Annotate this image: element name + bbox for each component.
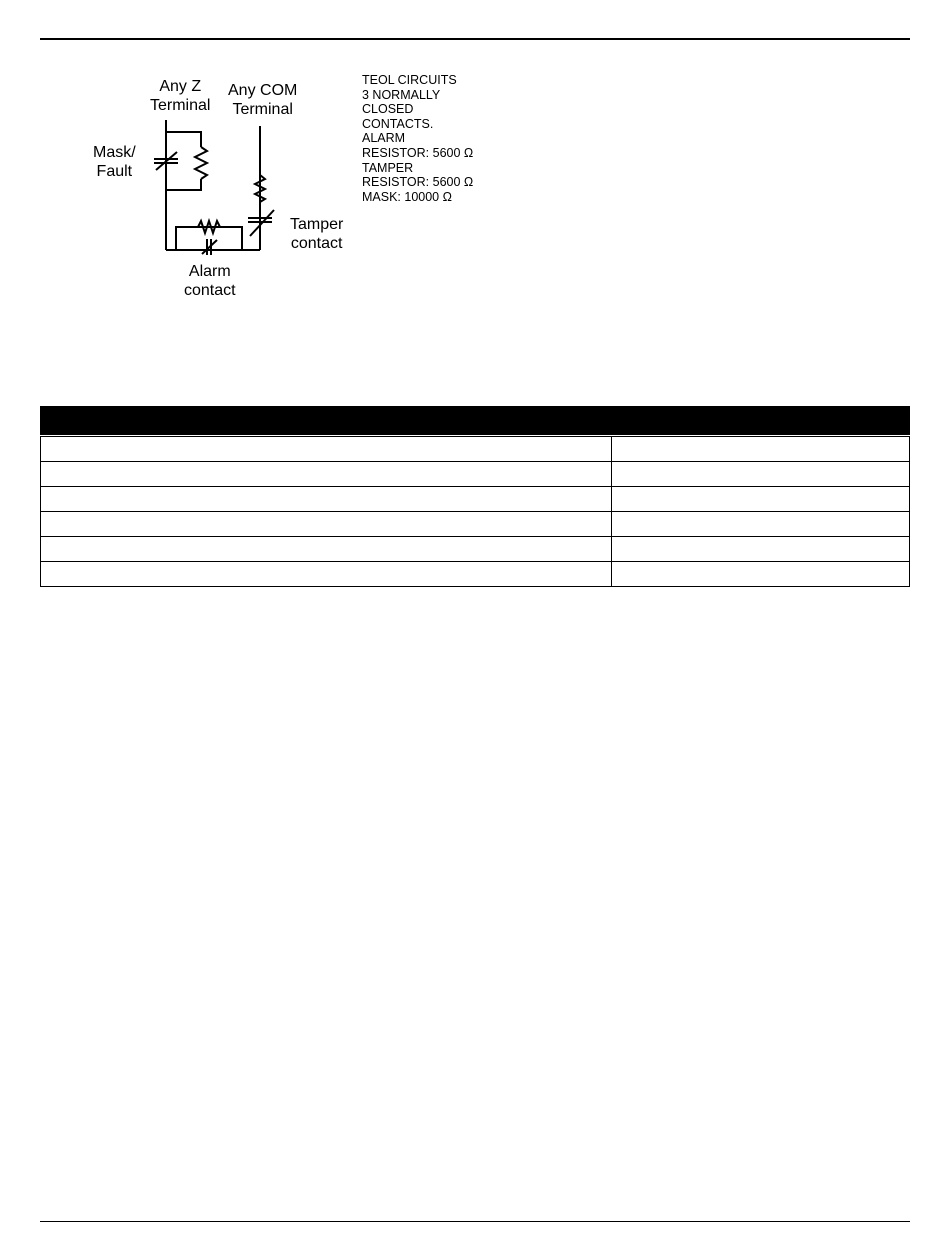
table-cell	[612, 462, 910, 487]
table-header-cell	[41, 407, 612, 435]
z-terminal-label: Any Z Terminal	[150, 78, 211, 114]
table-row	[41, 562, 910, 587]
alarm-contact-label: Alarm contact	[184, 263, 236, 299]
table-cell	[612, 537, 910, 562]
teol-notes	[362, 73, 473, 204]
table-cell	[41, 462, 612, 487]
table-row	[41, 537, 910, 562]
footer-rule	[40, 1221, 910, 1222]
table-header-cell	[612, 407, 910, 435]
table-row	[41, 462, 910, 487]
note-line: CONTACTS.	[362, 116, 434, 131]
table-header-row	[41, 407, 910, 435]
mask-loop-wire	[166, 132, 201, 147]
configuration-table	[40, 406, 910, 587]
header-rule	[40, 38, 910, 40]
note-line: TAMPER	[362, 160, 414, 175]
mask-resistor-symbol	[195, 147, 207, 179]
table-row	[41, 487, 910, 512]
mask-loop-return-wire	[166, 179, 201, 190]
table-cell	[612, 487, 910, 512]
note-line: RESISTOR: 5600 Ω	[362, 145, 474, 160]
table-cell	[612, 562, 910, 587]
com-terminal-label: Any COM Terminal	[228, 82, 298, 118]
table-cell	[41, 562, 612, 587]
teol-wiring-diagram	[80, 60, 380, 310]
alarm-contact-slash	[202, 240, 217, 254]
table-cell	[41, 487, 612, 512]
table-cell	[41, 512, 612, 537]
table-cell	[612, 437, 910, 462]
note-line: TEOL CIRCUITS	[362, 73, 457, 87]
note-line: MASK: 10000 Ω	[362, 189, 452, 204]
tamper-contact-label: Tamper contact	[290, 216, 344, 252]
table-cell	[612, 512, 910, 537]
table-row	[41, 437, 910, 462]
mask-fault-label: Mask/ Fault	[93, 144, 136, 180]
note-line: RESISTOR: 5600 Ω	[362, 175, 474, 190]
note-line: 3 NORMALLY	[362, 87, 441, 102]
table-row	[41, 512, 910, 537]
note-line: ALARM	[362, 131, 406, 146]
table-cell	[41, 537, 612, 562]
note-line: CLOSED	[362, 102, 414, 117]
table-cell	[41, 437, 612, 462]
